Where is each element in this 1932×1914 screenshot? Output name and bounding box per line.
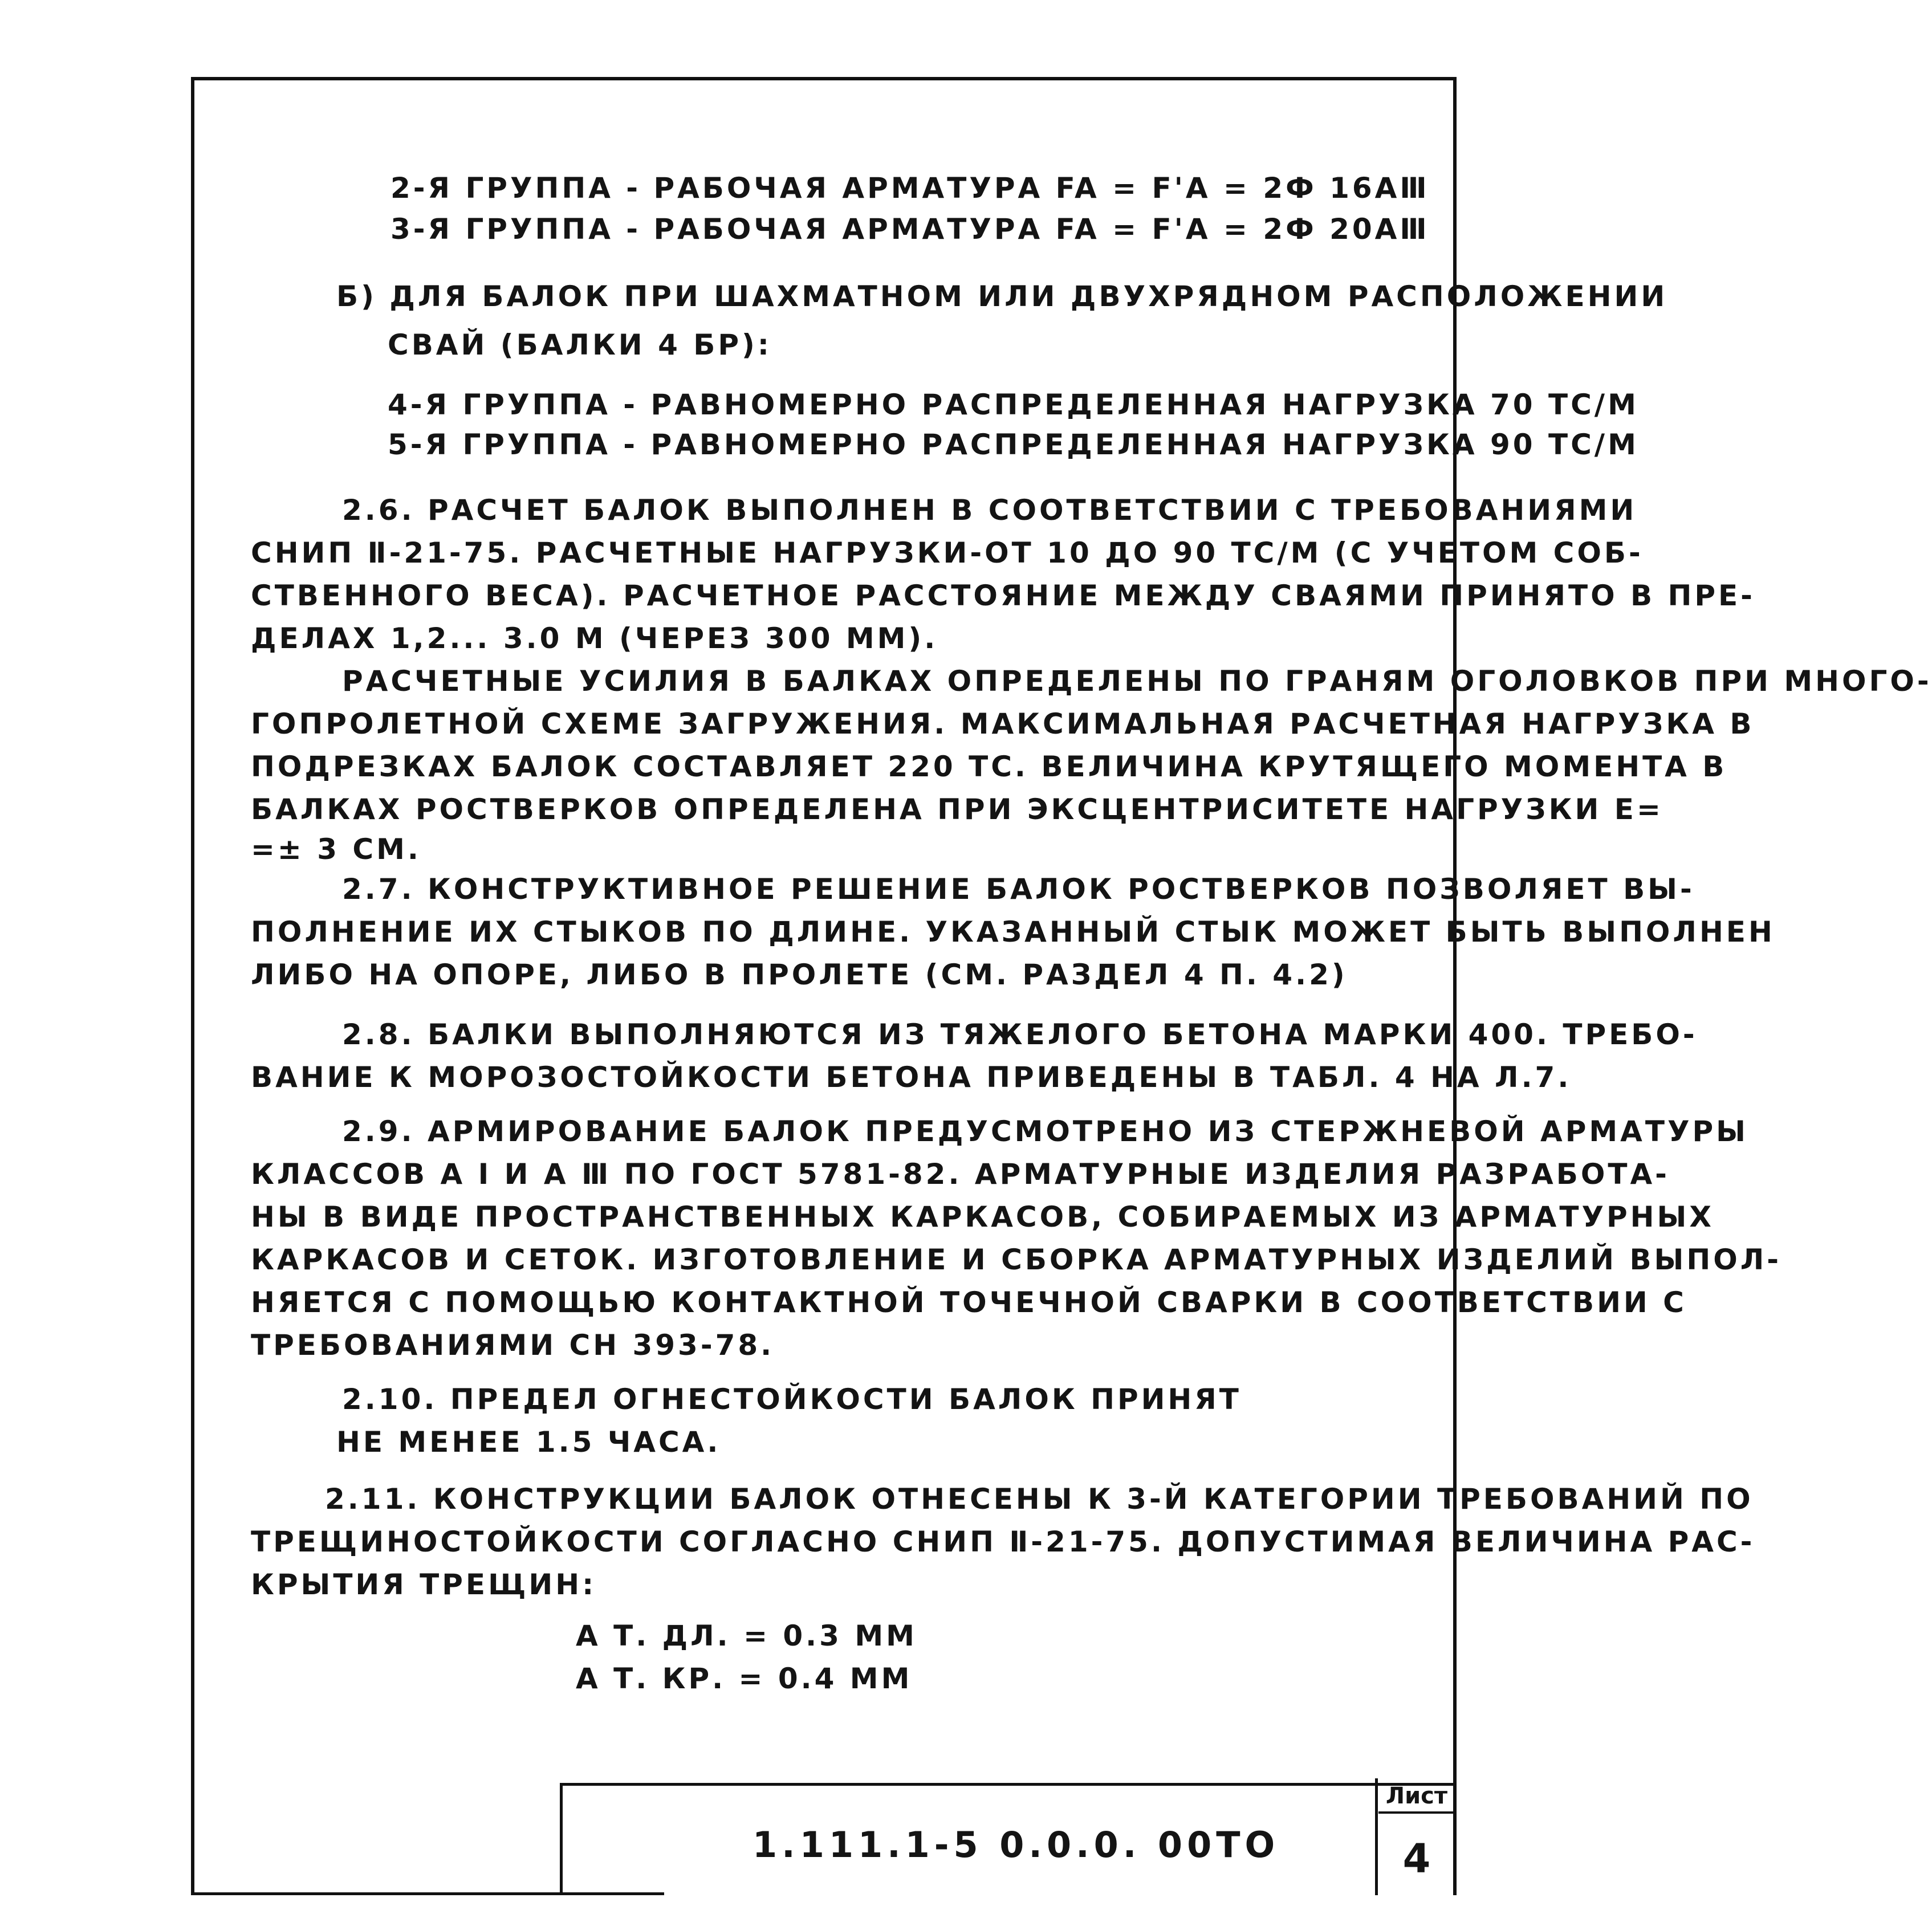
text-line: БАЛКАХ РОСТВЕРКОВ ОПРЕДЕЛЕНА ПРИ ЭКСЦЕНТРИСИТЕТЕ НАГРУЗКИ Е= xyxy=(251,793,1663,826)
text-line: 2.7. КОНСТРУКТИВНОЕ РЕШЕНИЕ БАЛОК РОСТВЕРКОВ ПОЗВОЛЯЕТ ВЫ- xyxy=(342,873,1695,906)
text-line: 2.11. КОНСТРУКЦИИ БАЛОК ОТНЕСЕНЫ К 3-Й КАТЕГОРИИ ТРЕБОВАНИЙ ПО xyxy=(325,1483,1754,1516)
text-line: 5-Я ГРУППА - РАВНОМЕРНО РАСПРЕДЕЛЕННАЯ НАГРУЗКА 90 ТС/М xyxy=(388,428,1639,461)
text-line: 4-Я ГРУППА - РАВНОМЕРНО РАСПРЕДЕЛЕННАЯ НАГРУЗКА 70 ТС/М xyxy=(388,388,1639,421)
text-line: 2.8. БАЛКИ ВЫПОЛНЯЮТСЯ ИЗ ТЯЖЕЛОГО БЕТОНА МАРКИ 400. ТРЕБО- xyxy=(342,1018,1698,1051)
sheet-number: 4 xyxy=(1402,1835,1431,1882)
text-line: СВАЙ (БАЛКИ 4 БР): xyxy=(388,328,772,361)
sheet-label: Лист xyxy=(1378,1781,1455,1814)
text-line: 2.9. АРМИРОВАНИЕ БАЛОК ПРЕДУСМОТРЕНО ИЗ СТЕРЖНЕВОЙ АРМАТУРЫ xyxy=(342,1115,1748,1148)
text-line: РАСЧЕТНЫЕ УСИЛИЯ В БАЛКАХ ОПРЕДЕЛЕНЫ ПО ГРАНЯМ ОГОЛОВКОВ ПРИ МНОГО- xyxy=(342,665,1932,698)
text-line: ПОДРЕЗКАХ БАЛОК СОСТАВЛЯЕТ 220 ТС. ВЕЛИЧИНА КРУТЯЩЕГО МОМЕНТА В xyxy=(251,750,1727,783)
text-line: ПОЛНЕНИЕ ИХ СТЫКОВ ПО ДЛИНЕ. УКАЗАННЫЙ СТЫК МОЖЕТ БЫТЬ ВЫПОЛНЕН xyxy=(251,915,1775,948)
text-line: КРЫТИЯ ТРЕЩИН: xyxy=(251,1568,597,1601)
text-line: ДЕЛАХ 1,2... 3.0 М (ЧЕРЕЗ 300 ММ). xyxy=(251,622,938,655)
text-line: 3-Я ГРУППА - РАБОЧАЯ АРМАТУРА FA = F'A = 2Ф 20AⅢ xyxy=(391,213,1430,246)
text-line: Б) ДЛЯ БАЛОК ПРИ ШАХМАТНОМ ИЛИ ДВУХРЯДНОМ РАСПОЛОЖЕНИИ xyxy=(336,280,1668,313)
formula-line: A Т. КР. = 0.4 ММ xyxy=(576,1662,913,1695)
text-line: ВАНИЕ К МОРОЗОСТОЙКОСТИ БЕТОНА ПРИВЕДЕНЫ В ТАБЛ. 4 НА Л.7. xyxy=(251,1061,1572,1094)
text-line: 2-Я ГРУППА - РАБОЧАЯ АРМАТУРА FA = F'A = 2Ф 16AⅢ xyxy=(391,172,1430,205)
text-line: КЛАССОВ A Ⅰ И A Ⅲ ПО ГОСТ 5781-82. АРМАТУРНЫЕ ИЗДЕЛИЯ РАЗРАБОТА- xyxy=(251,1158,1670,1191)
text-line: СНИП Ⅱ-21-75. РАСЧЕТНЫЕ НАГРУЗКИ-ОТ 10 ДО 90 ТС/М (С УЧЕТОМ СОБ- xyxy=(251,536,1644,569)
text-line: =± 3 СМ. xyxy=(251,833,421,866)
text-line: ГОПРОЛЕТНОЙ СХЕМЕ ЗАГРУЖЕНИЯ. МАКСИМАЛЬНАЯ РАСЧЕТНАЯ НАГРУЗКА В xyxy=(251,707,1755,740)
text-line: 2.10. ПРЕДЕЛ ОГНЕСТОЙКОСТИ БАЛОК ПРИНЯТ xyxy=(342,1383,1242,1416)
text-line: 2.6. РАСЧЕТ БАЛОК ВЫПОЛНЕН В СООТВЕТСТВИИ С ТРЕБОВАНИЯМИ xyxy=(342,494,1637,527)
text-line: ТРЕБОВАНИЯМИ СН 393-78. xyxy=(251,1329,775,1362)
text-line: ТРЕЩИНОСТОЙКОСТИ СОГЛАСНО СНИП Ⅱ-21-75. ДОПУСТИМАЯ ВЕЛИЧИНА РАС- xyxy=(251,1525,1755,1558)
text-line: НЕ МЕНЕЕ 1.5 ЧАСА. xyxy=(336,1426,721,1459)
text-line: НЯЕТСЯ С ПОМОЩЬЮ КОНТАКТНОЙ ТОЧЕЧНОЙ СВАРКИ В СООТВЕТСТВИИ С xyxy=(251,1286,1687,1319)
text-line: КАРКАСОВ И СЕТОК. ИЗГОТОВЛЕНИЕ И СБОРКА АРМАТУРНЫХ ИЗДЕЛИЙ ВЫПОЛ- xyxy=(251,1243,1781,1276)
text-line: СТВЕННОГО ВЕСА). РАСЧЕТНОЕ РАССТОЯНИЕ МЕЖДУ СВАЯМИ ПРИНЯТО В ПРЕ- xyxy=(251,579,1755,612)
document-code: 1.111.1-5 0.0.0. 00ТО xyxy=(753,1824,1280,1866)
formula-line: A Т. ДЛ. = 0.3 ММ xyxy=(576,1619,917,1652)
text-line: НЫ В ВИДЕ ПРОСТРАНСТВЕННЫХ КАРКАСОВ, СОБИРАЕМЫХ ИЗ АРМАТУРНЫХ xyxy=(251,1200,1714,1233)
text-line: ЛИБО НА ОПОРЕ, ЛИБО В ПРОЛЕТЕ (СМ. РАЗДЕЛ 4 П. 4.2) xyxy=(251,958,1348,991)
